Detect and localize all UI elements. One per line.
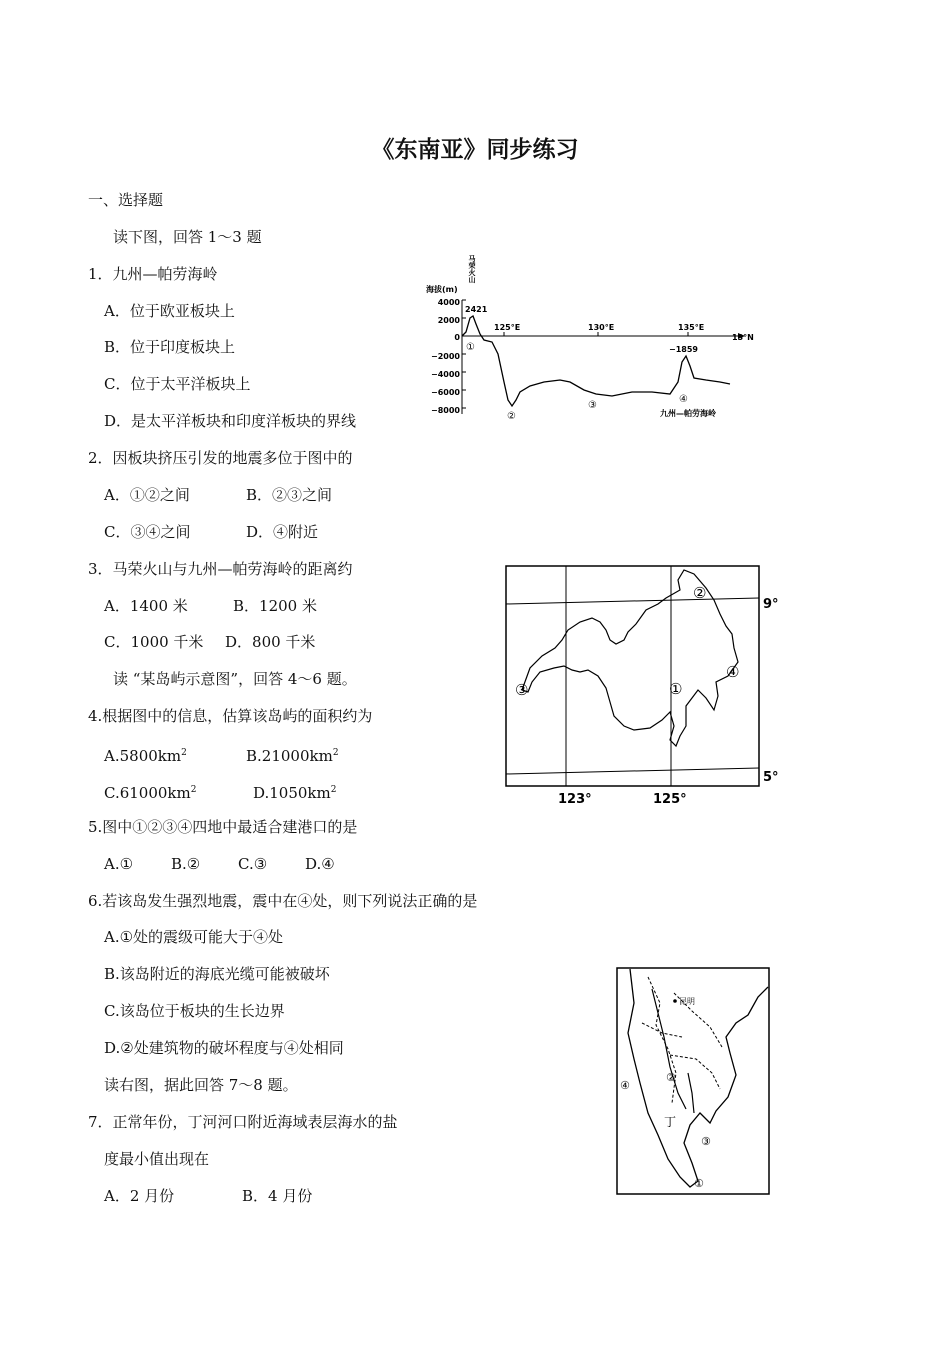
q3-stem: 3．马荣火山与九州—帕劳海岭的距离约 <box>88 560 353 578</box>
q3-option-d: D．800 千米 <box>225 633 316 651</box>
fig1-y-tick-6: −6000 <box>431 388 460 397</box>
q6-option-c: C.该岛位于板块的生长边界 <box>104 1002 285 1020</box>
indochina-coastline <box>628 969 768 1187</box>
fig1-trough-value: −1859 <box>669 345 698 354</box>
fig1-marker-3: ③ <box>588 400 597 411</box>
map-marker-2: ② <box>666 1071 676 1084</box>
intro-1-3: 读下图，回答 1～3 题 <box>113 228 262 246</box>
q7-option-a: A．2 月份 <box>104 1187 175 1205</box>
intro-7-8: 读右图，据此回答 7～8 题。 <box>104 1076 298 1094</box>
fig1-marker-2: ② <box>507 411 516 422</box>
q1-option-b: B．位于印度板块上 <box>104 338 236 356</box>
q5-option-c: C.③ <box>238 855 268 873</box>
island-marker-3: ③ <box>515 681 529 699</box>
q7-stem-line1: 7．正常年份，丁河河口附近海域表层海水的盐 <box>88 1113 398 1131</box>
q7-stem-line2: 度最小值出现在 <box>104 1150 210 1168</box>
fig1-y-tick-5: −4000 <box>431 370 460 379</box>
fig1-peak-value: 2421 <box>465 305 488 314</box>
q6-stem: 6.若该岛发生强烈地震，震中在④处，则下列说法正确的是 <box>88 892 478 910</box>
lon-label-left: 123° <box>558 792 592 807</box>
map-marker-4: ④ <box>620 1079 630 1092</box>
fig1-x-end-label: 13°N <box>732 333 754 342</box>
page-title: 《东南亚》同步练习 <box>371 136 579 163</box>
island-marker-2: ② <box>693 584 707 602</box>
fig1-y-tick-2: 2000 <box>437 316 460 325</box>
q1-option-d: D．是太平洋板块和印度洋板块的界线 <box>104 412 357 430</box>
q6-option-d: D.②处建筑物的破坏程度与④处相同 <box>104 1039 344 1057</box>
profile-figure <box>420 242 760 427</box>
q6-option-b: B.该岛附近的海底光缆可能被破坏 <box>104 965 330 983</box>
q2-option-c: C．③④之间 <box>104 523 191 541</box>
fig1-top-label: 马荣火山 <box>468 255 476 283</box>
fig1-y-tick-1: 4000 <box>437 298 460 307</box>
q2-option-d: D．④附近 <box>246 523 319 541</box>
q5-option-a: A.① <box>104 855 134 873</box>
q7-option-b: B．4 月份 <box>242 1187 313 1205</box>
fig1-marker-1: ① <box>466 342 475 353</box>
q4-stem: 4.根据图中的信息，估算该岛屿的面积约为 <box>88 707 373 725</box>
fig1-y-tick-4: −2000 <box>431 352 460 361</box>
indochina-map <box>612 963 774 1199</box>
q4-option-d: $D.1050km^2$ <box>253 784 337 802</box>
fig1-y-tick-7: −8000 <box>431 406 460 415</box>
fig1-x-tick-1: 125°E <box>494 323 521 332</box>
fig1-y-tick-3: 0 <box>454 333 460 342</box>
q4-option-c: $C.61000km^2$ <box>104 784 197 802</box>
q2-option-b: B．②③之间 <box>246 486 333 504</box>
river-ding-label: 丁 <box>664 1115 677 1129</box>
q2-option-a: A．①②之间 <box>104 486 190 504</box>
q3-option-a: A．1400 米 <box>104 597 188 615</box>
q5-stem: 5.图中①②③④四地中最适合建港口的是 <box>88 818 358 836</box>
q5-option-b: B.② <box>171 855 201 873</box>
fig1-x-tick-2: 130°E <box>588 323 615 332</box>
island-marker-1: ① <box>669 680 683 698</box>
q3-option-b: B．1200 米 <box>233 597 317 615</box>
island-map <box>500 560 785 810</box>
kunming-label: 昆明 <box>679 997 695 1006</box>
q4-option-b: $B.21000km^2$ <box>246 747 339 765</box>
q4-option-a: $A.5800km^2$ <box>104 747 187 765</box>
lon-label-right: 125° <box>653 792 687 807</box>
indochina-rivers <box>652 989 694 1113</box>
q3-option-c: C．1000 千米 <box>104 633 204 651</box>
q1-option-a: A．位于欧亚板块上 <box>104 302 235 320</box>
kunming-dot <box>673 999 677 1003</box>
map-marker-1: ① <box>694 1177 704 1190</box>
island-marker-4: ④ <box>726 663 740 681</box>
intro-4-6: 读 “某岛屿示意图”，回答 4～6 题。 <box>113 670 357 688</box>
lat-label-top: 9° <box>763 597 779 612</box>
fig1-y-title: 海拔(m) <box>426 285 458 294</box>
q2-stem: 2．因板块挤压引发的地震多位于图中的 <box>88 449 353 467</box>
q1-stem: 1．九州—帕劳海岭 <box>88 265 218 283</box>
fig1-caption: 九州—帕劳海岭 <box>660 409 716 418</box>
section-heading: 一、选择题 <box>88 191 164 209</box>
map-marker-3: ③ <box>701 1135 711 1148</box>
fig1-x-tick-3: 135°E <box>678 323 705 332</box>
q6-option-a: A.①处的震级可能大于④处 <box>104 928 284 946</box>
fig1-marker-4: ④ <box>679 394 688 405</box>
lat-label-bottom: 5° <box>763 770 779 785</box>
q5-option-d: D.④ <box>305 855 335 873</box>
q1-option-c: C．位于太平洋板块上 <box>104 375 251 393</box>
